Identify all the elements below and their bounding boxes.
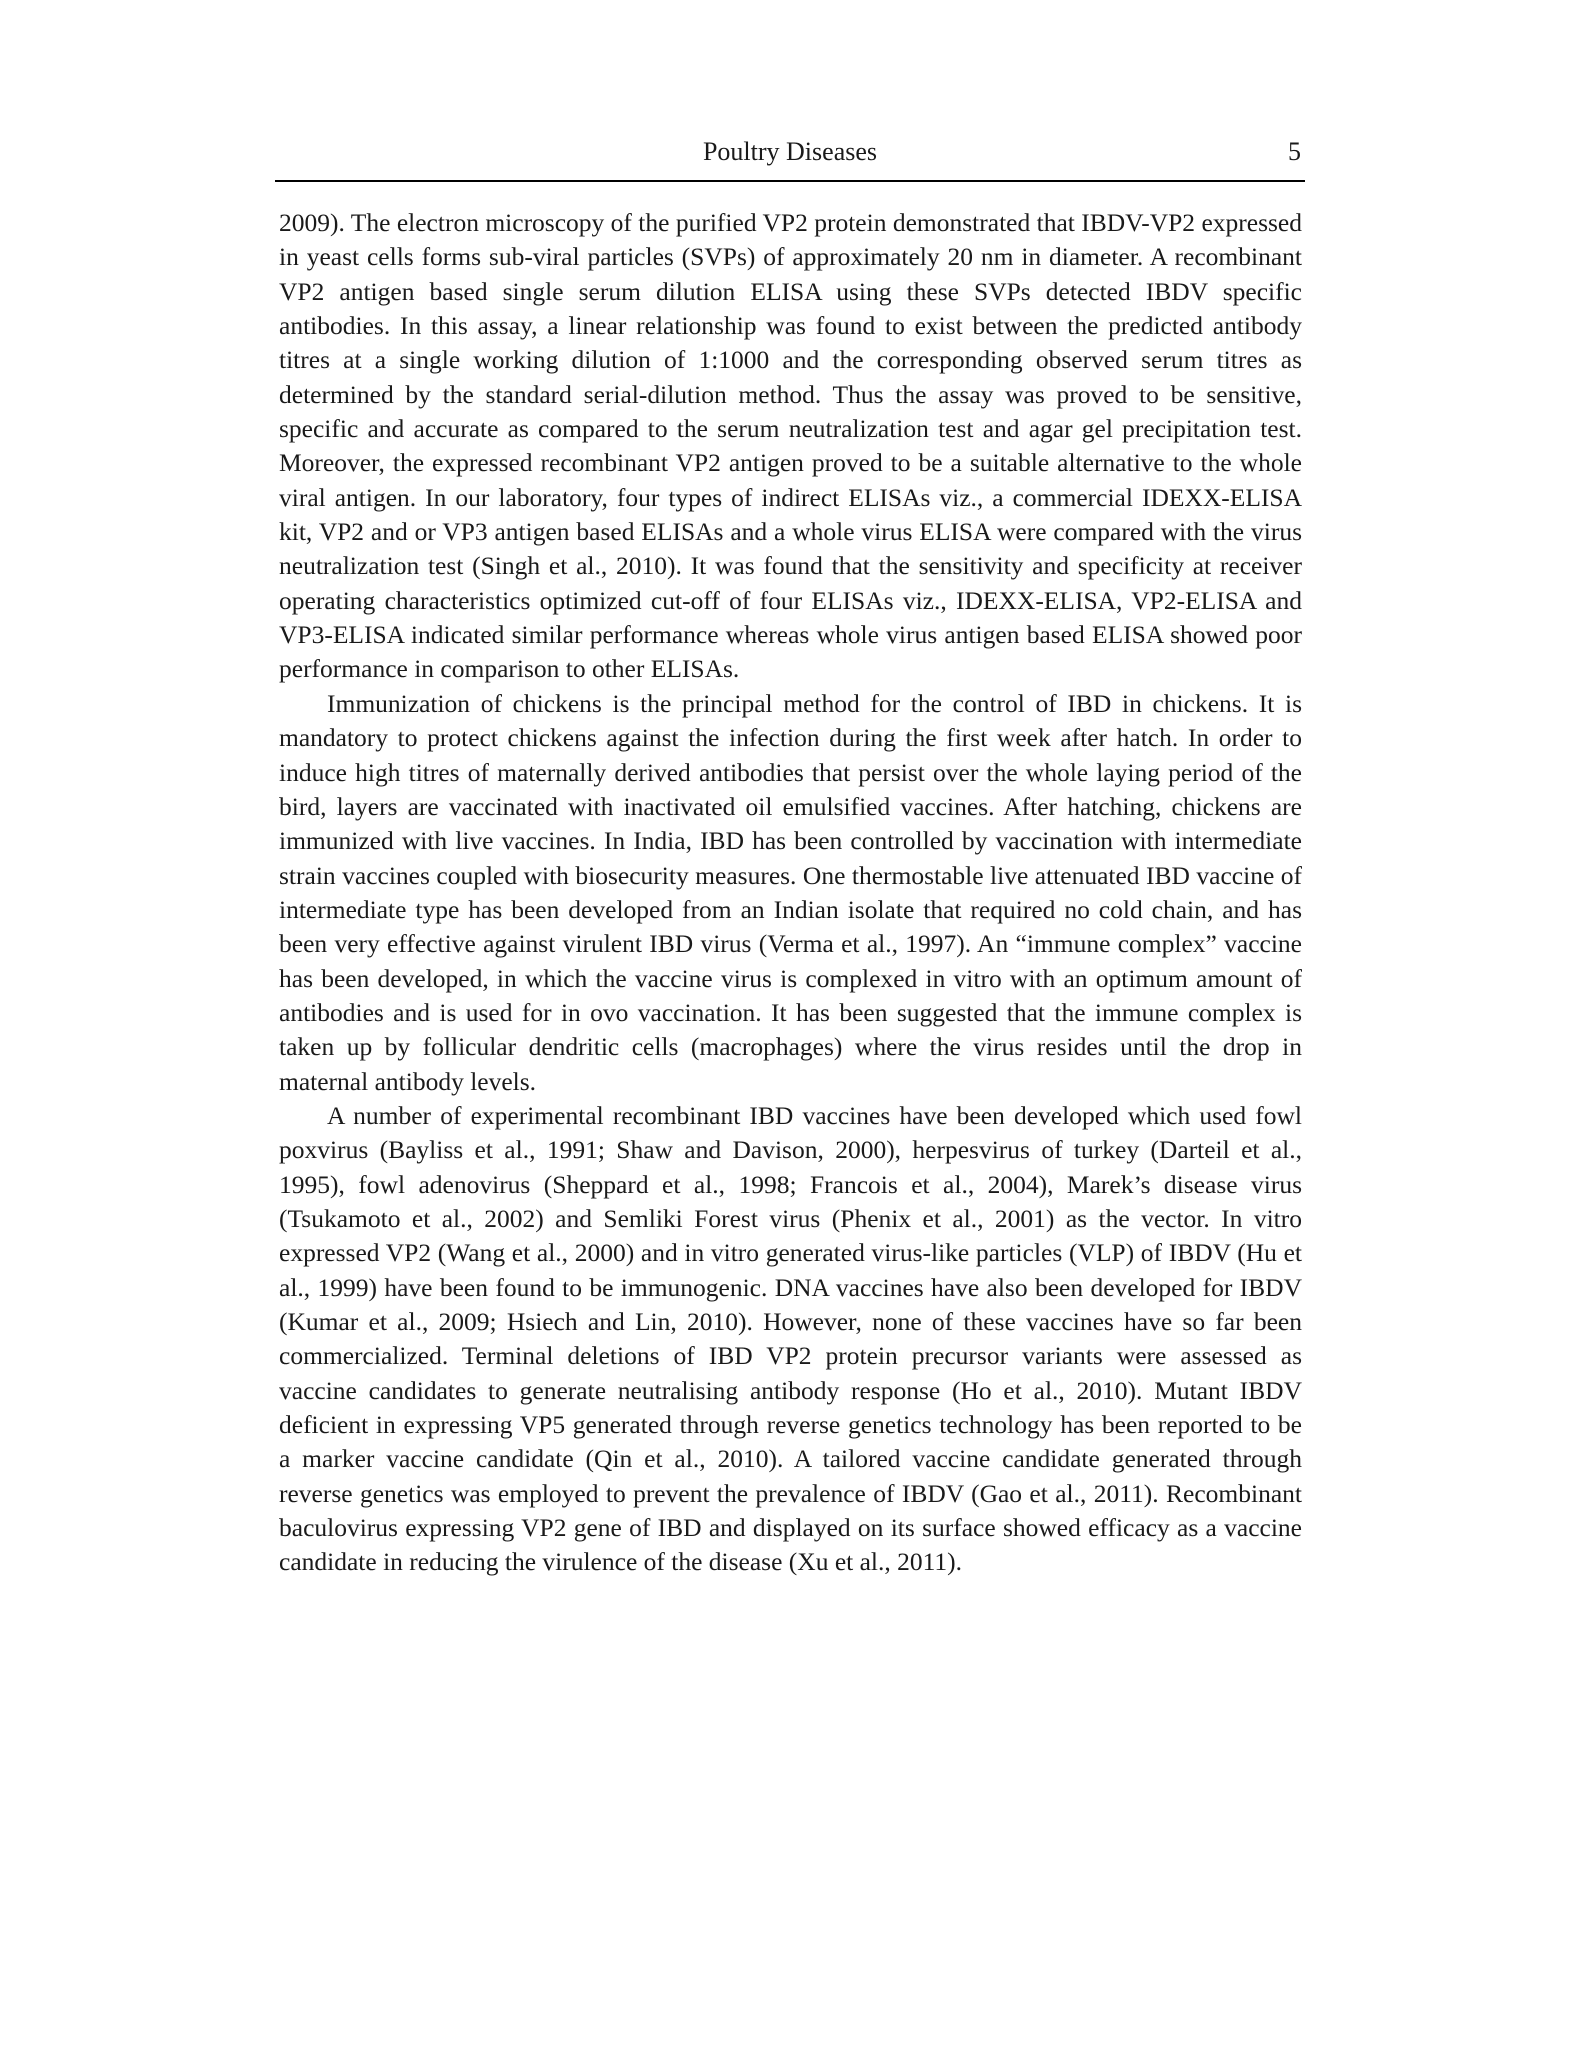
paragraph-continued: 2009). The electron microscopy of the purified VP2 protein demonstrated that IBDV-VP2 expressed in yeast cells forms sub-viral particles (SVPs) of approximately 20 nm in diameter. A recombinant VP2 antigen based single serum dilution ELISA using these SVPs detected IBDV specific antibodies. In this assay, a linear relationship was found to exist between the predicted antibody titres at a single working dilution of 1:1000 and the corresponding observed serum titres as determined by the standard serial-dilution method. Thus the assay was proved to be sensitive, specific and accurate as compared to the serum neutralization test and agar gel precipitation test. Moreover, the expressed recombinant VP2 antigen proved to be a suitable alternative to the whole viral antigen. In our laboratory, four types of indirect ELISAs viz., a commercial IDEXX-ELISA kit, VP2 and or VP3 antigen based ELISAs and a whole virus ELISA were compared with the virus neutralization test (Singh et al., 2010). It was found that the sensitivity and specificity at receiver operating characteristics optimized cut-off of four ELISAs viz., IDEXX-ELISA, VP2-ELISA and VP3-ELISA indicated similar performance whereas whole virus antigen based ELISA showed poor performance in comparison to other ELISAs. <box>279 208 1302 684</box>
running-title: Poultry Diseases <box>702 137 878 166</box>
body-text <box>279 206 1302 1580</box>
running-header <box>275 134 1305 182</box>
paragraph-immunization: Immunization of chickens is the principal method for the control of IBD in chickens. It is mandatory to protect chickens against the infection during the first week after hatch. In order to induce high titres of maternally derived antibodies that persist over the whole laying period of the bird, layers are vaccinated with inactivated oil emulsified vaccines. After hatching, chickens are immunized with live vaccines. In India, IBD has been controlled by vaccination with intermediate strain vaccines coupled with biosecurity measures. One thermostable live attenuated IBD vaccine of intermediate type has been developed from an Indian isolate that required no cold chain, and has been very effective against virulent IBD virus (Verma et al., 1997). An “immune complex” vaccine has been developed, in which the vaccine virus is complexed in vitro with an optimum amount of antibodies and is used for in ovo vaccination. It has been suggested that the immune complex is taken up by follicular dendritic cells (macrophages) where the virus resides until the drop in maternal antibody levels. <box>279 688 1302 1096</box>
page-number: 5 <box>1288 137 1301 166</box>
paragraph-recombinant-vaccines: A number of experimental recombinant IBD vaccines have been developed which used fowl poxvirus (Bayliss et al., 1991; Shaw and Davison, 2000), herpesvirus of turkey (Darteil et al., 1995), fowl adenovirus (Sheppard et al., 1998; Francois et al., 2004), Marek’s disease virus (Tsukamoto et al., 2002) and Semliki Forest virus (Phenix et al., 2001) as the vector. In vitro expressed VP2 (Wang et al., 2000) and in vitro generated virus-like particles (VLP) of IBDV (Hu et al., 1999) have been found to be immunogenic. DNA vaccines have also been developed for IBDV (Kumar et al., 2009; Hsiech and Lin, 2010). However, none of these vaccines have so far been commercialized. Terminal deletions of IBD VP2 protein precursor variants were assessed as vaccine candidates to generate neutralising antibody response (Ho et al., 2010). Mutant IBDV deficient in expressing VP5 generated through reverse genetics technology has been reported to be a marker vaccine candidate (Qin et al., 2010). A tailored vaccine candidate generated through reverse genetics was employed to prevent the prevalence of IBDV (Gao et al., 2011). Recombinant baculovirus expressing VP2 gene of IBD and displayed on its surface showed efficacy as a vaccine candidate in reducing the virulence of the disease (Xu et al., 2011). <box>279 1100 1302 1577</box>
